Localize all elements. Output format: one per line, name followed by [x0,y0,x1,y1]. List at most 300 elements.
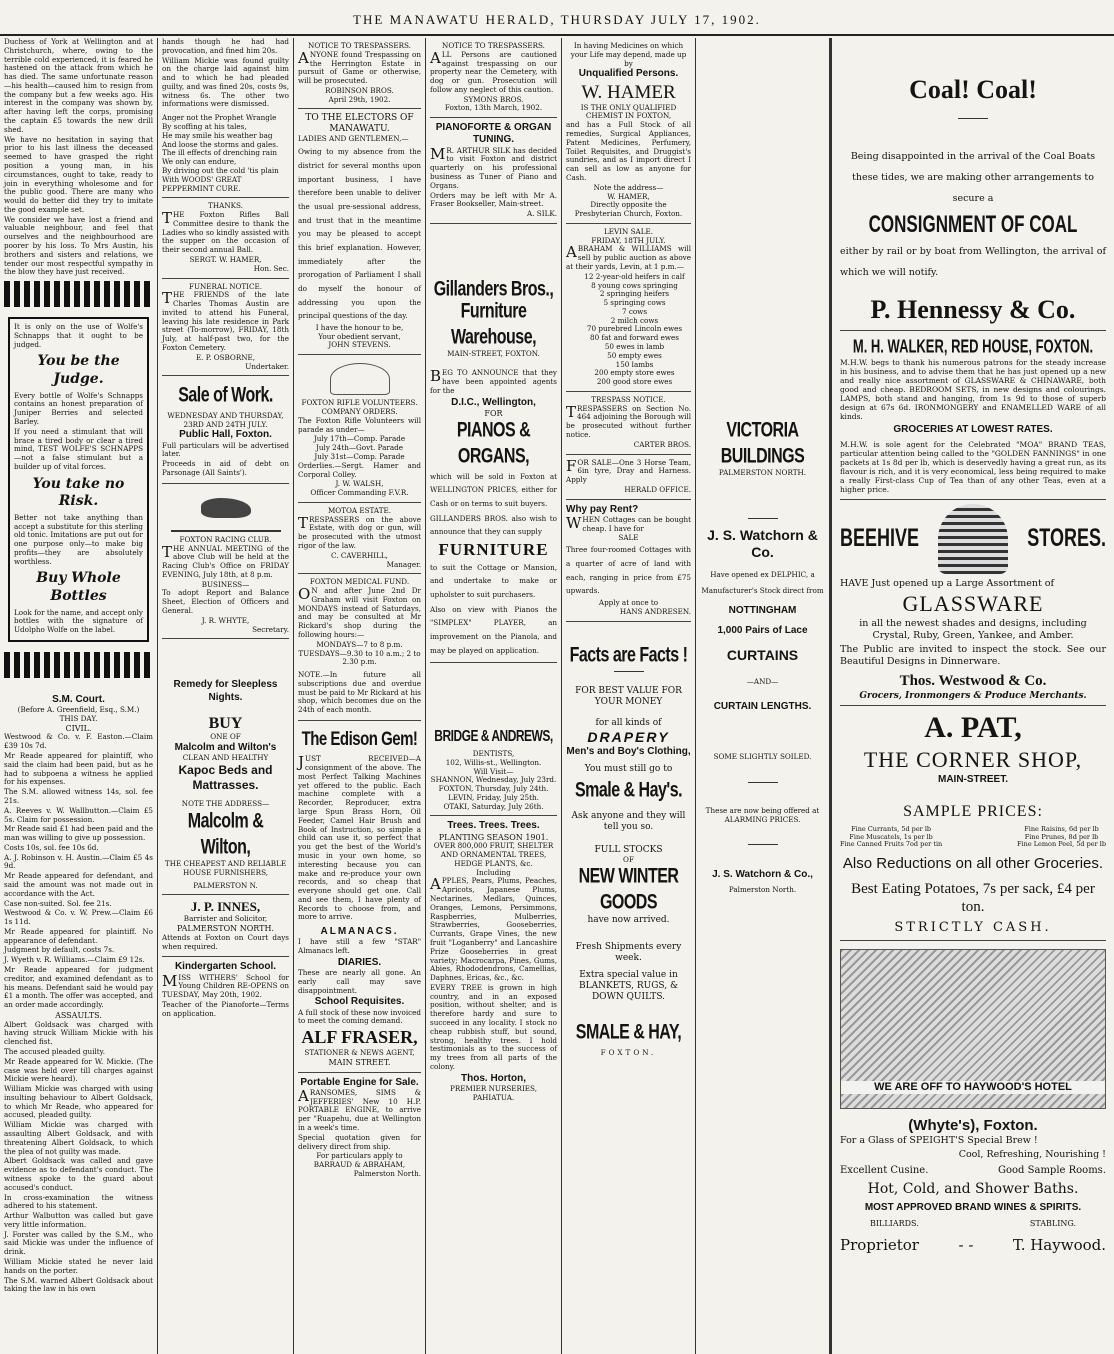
column-7 [830,38,1114,1354]
best-value: FOR BEST VALUE FOR YOUR MONEY [575,686,682,707]
edison-gem-ad [298,721,421,1073]
full-stocks: FULL STOCKS [594,844,663,855]
wolfe-text-2: If you need a stimulant that will brace a tired body or clear a tired mind, TEST WOLFE'S SCHNAPPS—not a false stimulant but a builder up of vital forces. [14,426,143,471]
speight-text: For a Glass of SPEIGHT'S Special Brew ! [840,1135,1038,1147]
for-sale-text: FOR SALE—One 3 Horse Team, 6in tyre, Dray and Harness. Apply [566,456,691,485]
thanks-text: THE Foxton Rifles Ball Committee desire to thank the Ladies who so kindly assisted with the supper on the occasion of their second annual Ball. [162,209,289,255]
walsh-signature: J. W. WALSH, [335,479,384,489]
decorative-border [4,281,153,307]
rent-ad [566,500,691,622]
palmerston: PALMERSTON N. [193,880,258,890]
price-item: Fine Canned Fruits 7od per tin [840,840,943,849]
furniture-text: to suit the Cottage or Mansion, and undertake to make or upholster to suit purchasers. [430,562,557,599]
wolfe-text-4: Look for the name, and accept only bottles with the signature of Udolpho Wolfe on the label. [14,607,143,635]
court-case-line: A. Reeves v. W. Wallbutton.—Claim £5 5s. Claim for possession. [4,805,153,824]
clothing-heading: Men's and Boy's Clothing, [566,746,691,758]
symons-date: Foxton, 13th March, 1902. [444,103,543,113]
consignment-heading: CONSIGNMENT OF COAL [868,211,1078,238]
portable-engine-ad [298,1073,421,1183]
medical-title: FOXTON MEDICAL FUND. [309,577,410,587]
piano-title: PIANOFORTE & ORGAN TUNING. [435,122,552,146]
wolfe-heading-2: You take no Risk. [32,475,125,509]
newest-text: in all the newest shades and designs, including Crystal, Ruby, Green, Yankee, and Amber. [859,617,1087,642]
court-title: S.M. Court. [52,693,105,705]
corner-shop-ad [840,706,1106,941]
motoa-text: TRESPASSERS on the above Estate, with dog or gun, will be prosecuted with the utmost rigor of the law. [298,513,421,550]
medical-text: ON and after June 2nd Dr Graham will visit Foxton on MONDAYS instead of Saturdays, and may be consulted at Mr Rickard's shop during the following hours:— [298,585,421,640]
walker-text: M.H.W. begs to thank his numerous patrons for the steady increase in his business, and to advise them that he has just opened up a new and really nice assortment of GLASSWARE & CHINAWARE, both good and cheap. BEDROOM SETS, in new designs and colourings. LAMPS, both stand and hanging, from 1s 9d to those of superb design at 67s 6d. IRONMONGERY and ENAMELLED WARE of all kinds. [840,358,1106,422]
trees-ad [430,816,557,1106]
court-case-line: A. J. Robinson v. H. Austin.—Claim £5 4s 9d. [4,852,153,871]
cottages-text: Three four-roomed Cottages with a quarter of acre of land with each, ranging in price from £75 upwards. [566,545,691,596]
price-item: Fine Raisins, 6d per lb [1024,824,1099,833]
assault-case-line: William Mickie was charged with using insulting behaviour to Albert Goldsack, to which Mr Reade, who appeared for accused, pleaded guilty. [4,1084,153,1120]
levin-title: LEVIN SALE. [603,226,654,236]
decorative-border [4,652,153,678]
funeral-title: FUNERAL NOTICE. [188,281,263,291]
still-go: You must still go to [584,764,673,775]
divider [748,518,778,519]
watchorn-ad [700,38,825,894]
article-continuation: hands though he had had provocation, and fined him 20s. [162,38,289,55]
prices-right [1017,826,1106,850]
dic-wellington: D.I.C., Wellington, [451,396,536,408]
caverhill-title: Manager. [386,559,421,569]
buy-heading: BUY [208,714,243,732]
wolfe-heading-1: You be the Judge. [37,353,120,387]
whytes-heading: (Whyte's), Foxton. [908,1117,1038,1135]
notice-signature: ROBINSON BROS. [325,85,394,95]
court-day: THIS DAY. [59,713,98,723]
visit-item: SHANNON, Wednesday, July 23rd. [430,775,557,785]
court-case-line: Mr Reade appeared for judgment creditor, and examined defendant as to his means. Defendant said he would pay £1 a month. The offer was accepted, and an order made accordingly. [4,965,153,1010]
kapoc-beds-ad [162,639,289,895]
funeral-signature: E. P. OSBORNE, [195,352,256,362]
divider [748,844,778,845]
silk-signature: A. SILK. [527,209,557,219]
court-cases [4,733,153,1009]
walker-heading: M. H. WALKER, RED HOUSE, FOXTON. [852,335,1094,357]
caverhill-signature: C. CAVERHILL, [331,550,388,560]
nottingham: NOTTINGHAM [728,604,797,616]
price-item: Fine Currants, 5d per lb [851,824,932,833]
trespass-notice-robinson [298,38,421,109]
column-2 [158,38,294,1354]
foxton-footer: FOXTON. [600,1047,657,1057]
rifle-volunteers-notice [298,355,421,503]
hours-monday: MONDAYS—7 to 8 p.m. [316,639,403,649]
stock-item: 200 empty store ewes [594,368,675,378]
assault-case-line: Albert Goldsack was called and gave evidence as to defendant's conduct. The witness spoke to the guard about accused's conduct. [4,1156,153,1192]
motoa-notice [298,503,421,574]
kapoc-heading: Kapoc Beds and Mattrasses. [178,762,273,792]
court-subtitle: (Before A. Greenfield, Esq., S.M.) [17,705,140,715]
poem-line: Anger not the Prophet Wrangle [162,113,277,123]
court-case-line: J. Wyeth v. R. Williams.—Claim £9 12s. [4,955,145,965]
reductions-text: Also Reductions on all other Groceries. [842,855,1104,873]
thanks-signature-title: Hon. Sec. [253,263,289,273]
stock-item: 80 fat and forward ewes [590,333,679,343]
haywood-hotel-ad [840,949,1106,1254]
note-address: NOTE THE ADDRESS— [181,799,270,809]
price-item: Fine Muscatels, 1s per lb [849,832,933,841]
corner-shop: THE CORNER SHOP, [863,747,1083,773]
trespass-notice-carter [566,392,691,455]
ask-anyone: Ask anyone and they will tell you so. [571,810,686,832]
unqualified-heading: Unqualified Persons. [578,68,679,80]
bridge-andrews: BRIDGE & ANDREWS, [434,727,553,746]
haywood-name: T. Haywood. [1012,1236,1106,1255]
beehive-ad [840,500,1106,707]
woods-peppermint-ad [162,110,289,198]
wolfe-text-3: Better not take anything than accept a substitute for this sterling old tonic. Imitations are put out for one purpose only—to make big profits—they are absolutely worthless. [14,512,143,566]
stock-item: 200 good store ewes [596,377,673,387]
orderlies: Orderlies.—Sergt. Hamer and Corporal Colley. [298,460,421,479]
dentists-ad [430,663,557,816]
assault-case-line: William Mickie was charged with assaulting Albert Goldsack, and with threatening Albert Goldsack, to which the plea of not guilty was made. [4,1120,153,1156]
opened-text: Have opened ex DELPHIC, a Manufacturer's Stock direct from [701,569,824,595]
offered-text: These are now being offered at ALARMING PRICES. [705,805,820,824]
newspaper-masthead: THE MANAWATU HERALD, THURSDAY JULY 17, 1902. [0,0,1114,36]
price-item: Fine Prunes, 8d per lb [1024,832,1099,841]
arrived-text: have now arrived. [587,915,670,926]
herald-office: HERALD OFFICE. [624,484,691,494]
particulars: For particulars apply to [316,1151,403,1161]
facts-heading: Facts are Facts ! [569,643,688,666]
clean-healthy: CLEAN AND HEALTHY [182,753,269,763]
levin-sale-ad [566,224,691,392]
stock-item: 7 cows [621,306,648,316]
visit-item: LEVIN, Friday, July 25th. [448,792,539,802]
thanks-notice [162,198,289,278]
dentists-label: DENTISTS, [472,748,515,758]
glassware-heading: GLASSWARE [902,591,1044,617]
piano-tuning-ad [430,118,557,224]
lace-pairs: 1,000 Pairs of Lace [717,624,808,636]
cool-text: Cool, Refreshing, Nourishing ! [958,1148,1106,1160]
rifle-text: The Foxton Rifle Volunteers will parade as under— [298,415,421,434]
trespass-notice-symons [430,38,557,118]
piano-text: MR. ARTHUR SILK has decided to visit Foxton and district quarterly on his professional business as Tuner of Piano and Organs. [430,144,557,190]
parade-item: July 17th—Comp. Parade [313,434,406,444]
alf-fraser-name: ALF FRASER, [301,1027,418,1048]
pahiatua: PAHIATUA. [472,1092,515,1102]
will-visit: Will Visit— [473,766,514,776]
notice-text: ALL Persons are cautioned against trespassing on our property near the Cemetery, with dog or gun. Prosecution will follow any neglect of this caution. [430,48,557,94]
notice-date: April 29th, 1902. [328,94,391,104]
motoa-title: MOTOA ESTATE. [327,505,392,515]
watchorn-name: J. S. Watchorn & Co. [707,526,818,560]
court-case-line: Costs 10s, sol. fee 10s 6d. [4,842,99,852]
sale-label: SALE [618,533,639,543]
apply-text: Apply at once to [598,597,659,607]
rooms-text: Good Sample Rooms. [998,1165,1106,1177]
barraud-location: Palmerston North. [353,1168,421,1178]
sale-of-work-ad [162,376,289,483]
drapery-heading: DRAPERY [587,728,670,745]
wolfe-schnapps-ad [8,317,149,642]
pianos-text: which will be sold in Foxton at WELLINGTON PRICES, either for Cash or on terms to suit buyers. [430,471,557,508]
coach-caption: WE ARE OFF TO HAYWOOD'S HOTEL [841,1081,1105,1094]
electors-text: Owing to my absence from the district for several months upon important business, I have therefore been unable to deliver the usual pre-sessional address, and trust that in the meantime you may be pleased to accept this brief explanation. However, immediately after the prorogation of Parliament I shall do myself the honour of addressing you upon the principal questions of the day. [298,147,421,321]
school-text: A full stock of these now invoiced to meet the coming demand. [298,1007,421,1026]
newspaper-page [0,38,1114,1354]
pianos-organs: PIANOS & ORGANS, [456,419,531,468]
smale-hay-heading: Smale & Hay's. [574,779,683,802]
billiards-text: BILLIARDS. [870,1218,919,1228]
stock-item: 150 lambs [615,359,654,369]
diaries-heading: DIARIES. [337,956,382,968]
prices-left [840,826,942,850]
moa-text: M.H.W. is sole agent for the Celebrated "MOA" BRAND TEAS, particular attention being called to the "GOLDEN FANNINGS" in one packets at 1s 8d per lb, which is deservedly having a great run, as its flavour is rich, and it is very economical, less being required to make a really First-class Cup of Tea than of any other Teas, even at a higher price. [840,439,1106,494]
malcolm-wilton-name: Malcolm and Wilton's [174,742,277,753]
wolfe-text-1: Every bottle of Wolfe's Schnapps contains an honest preparation of Juniper Berries and selected Barley. [14,390,143,426]
business-label: BUSINESS— [201,579,250,589]
court-civil: CIVIL. [65,723,92,733]
stock-item: 12 2-year-old heifers in calf [584,271,685,281]
walker-ad [840,331,1106,500]
wolfe-intro: It is only on the use of Wolfe's Schnapps that it ought to be judged. [14,322,143,349]
fruit-trees: OVER 800,000 FRUIT, SHELTER AND ORNAMENTAL TREES, HEDGE PLANTS, &c. [433,841,554,868]
sale-place: Public Hall, Foxton. [179,429,272,441]
divider [614,671,644,672]
sale-title: Sale of Work. [178,384,273,407]
malcolm-wilton-heading: Malcolm & Wilton, [187,810,264,858]
medicines-text: In having Medicines on which your Life may depend, made up by [570,41,687,68]
extra-value: Extra special value in BLANKETS, RUGS, & DOWN QUILTS. [579,970,678,1003]
poem-line: With WOODS' GREAT PEPPERMINT CURE. [162,174,242,193]
notice-title: NOTICE TO TRESPASSERS. [308,41,411,50]
beehive-heading: BEEHIVE [840,523,920,552]
andresen-signature: HANS ANDRESEN. [619,606,691,616]
assault-case-line: Arthur Walbutton was called but gave very little information. [4,1211,153,1229]
trespass-text: TRESPASSERS on Section No. 464 adjoining the Borough will be prosecuted without further notice. [566,402,691,440]
divider [958,118,988,119]
stock-item: 2 springing heifers [599,289,670,299]
assault-case-line: J. Forster was called by the S.M., who said Mickie was under the influence of drink. [4,1229,153,1257]
watchorn-palmerston: Palmerston North. [728,884,797,894]
attends-text: Attends at Foxton on Court days when required. [162,932,289,951]
of-label: OF [623,854,634,864]
rifle-title: FOXTON RIFLE VOLUNTEERS. [301,398,418,408]
fresh-shipments: Fresh Shipments every week. [575,942,682,964]
barrister: Barrister and Solicitor, [183,914,268,924]
court-case-line: Mr Reade appeared for plaintiff. No appearance of defendant. [4,926,153,945]
assault-cases [4,1021,153,1294]
assault-case-line: The accused pleaded guilty. [4,1047,106,1056]
note-address: Note the address— [593,182,664,192]
visit-item: FOXTON, Thursday, July 24th. [438,784,549,794]
main-street: MAIN-STREET. [938,773,1008,785]
stock-item: 70 purebred Lincoln ewes [586,324,683,334]
column-5 [562,38,696,1354]
almanacs-text: I have still a few "STAR" Almanacs left. [298,937,421,956]
electors-notice [298,109,421,355]
electors-title: TO THE ELECTORS OF MANAWATU. [305,113,414,135]
column-3 [294,38,426,1354]
parade-list [298,435,421,461]
proprietor-label: Proprietor [840,1236,919,1255]
notice-title: NOTICE TO TRESPASSERS. [442,41,545,50]
groceries-heading: GROCERIES AT LOWEST RATES. [893,424,1053,436]
honour-line: I have the honour to be, [315,322,404,332]
price-item: Fine Lemon Peel, 5d per lb [1017,840,1106,849]
edison-title: The Edison Gem! [301,728,418,751]
stationer-text: STATIONER & NEWS AGENT, [304,1048,415,1058]
gillanders-name: Gillanders Bros., [433,278,554,301]
rent-heading: Why pay Rent? [566,503,639,515]
furniture-heading: FURNITURE [438,539,549,559]
assault-case-line: In cross-examination the witness adhered to his statement. [4,1192,153,1211]
for-sale-ad [566,455,691,500]
parade-item: July 31st—Comp. Parade [314,451,405,461]
kindergarten-text: MISS WITHERS' School for Young Children RE-OPENS on TUESDAY, May 20th, 1902. [162,971,289,1000]
hours-tuesday: TUESDAYS—9.30 to 10 a.m.; 2 to 2.30 p.m. [298,648,421,667]
thanks-title: THANKS. [208,201,243,211]
poem-line: We only can endure, [162,157,237,167]
baths-text: Hot, Cold, and Shower Baths. [867,1181,1079,1198]
coal-text-2: either by rail or by boat from Wellington, the arrival of which we will notify. [840,246,1106,279]
westwood-name: Thos. Westwood & Co. [899,673,1047,690]
servant-line: Your obedient servant, [318,331,401,341]
court-case-line: Judgment by default, costs 7s. [4,945,115,955]
carter-signature: CARTER BROS. [633,439,691,449]
poem [162,114,289,193]
coat-of-arms-icon [330,363,390,395]
racing-signature: J. R. WHYTE, [201,615,250,625]
slightly-soiled: SOME SLIGHTLY SOILED. [713,752,812,762]
hamer-name: W. HAMER [581,81,676,103]
school-heading: School Requisites. [314,996,405,1008]
engine-text-2: Special quotation given for delivery direct from ship. [298,1132,421,1151]
furniture-warehouse: Furniture Warehouse, [450,300,537,349]
cuisine-text: Excellent Cusine. [840,1165,929,1177]
divider [748,782,778,783]
trespass-title: TRESPASS NOTICE. [591,394,666,404]
coach-illustration [840,949,1106,1109]
smale-hay-footer: SMALE & HAY, [575,1021,682,1044]
poem-line: By driving out the cold 'tis plain [162,165,279,175]
article-paragraph: We consider we have lost a friend and valuable neighbour, and feel that ourselves and the neighbourhood are poorer by his loss. To Mrs Austin, his brothers and sisters and relations, we tender our most respectful sympathy in the blow they have just received. [4,214,153,277]
assault-case-line: Albert Goldsack was charged with having struck William Mickie with his clenched fist. [4,1019,153,1047]
visit-list [430,776,557,811]
gillanders-ad [430,224,557,663]
company-orders: COMPANY ORDERS. [321,407,398,417]
engine-title: Portable Engine for Sale. [300,1076,419,1088]
potatoes-text: Best Eating Potatoes, 7s per sack, £4 per ton. [851,880,1095,915]
watchorn-footer: J. S. Watchorn & Co., [712,869,813,881]
poem-line: By scoffing at his tales, [162,122,247,132]
brands-text: MOST APPROVED BRAND WINES & SPIRITS. [864,1202,1082,1214]
sale-text-2: Proceeds in aid of debt on Parsonage (All Saints'). [162,459,289,477]
smale-hay-ad [566,622,691,1062]
one-of: ONE OF [210,732,241,742]
sample-prices: SAMPLE PRICES: [903,803,1043,821]
victoria-palmerston: PALMERSTON NORTH. [718,468,807,478]
winter-goods: NEW WINTER GOODS [578,865,679,914]
thanks-signature: SERGT. W. HAMER, [189,254,262,264]
innes-name: J. P. INNES, [190,899,261,915]
horse-racing-illustration [171,492,281,532]
diaries-text: These are nearly all gone. An early call may save disappointment. [298,968,421,995]
column-6 [696,38,830,1354]
curtain-lengths: CURTAIN LENGTHS. [713,700,812,712]
court-assaults: ASSAULTS. [55,1010,102,1020]
strictly-cash: STRICTLY CASH. [894,920,1052,936]
court-case-line: Mr Reade appeared for plaintiff, who said the claim had been paid, but as he had to subpoena a witness he applied for his expenses. [4,751,153,787]
innes-palmerston: PALMERSTON NORTH. [176,924,274,934]
walsh-title: Officer Commanding F.V.R. [310,488,409,498]
ladies-gentlemen: LADIES AND GENTLEMEN,— [298,134,409,144]
column-4 [426,38,562,1354]
gillanders-street: MAIN-STREET, FOXTON. [447,349,540,359]
stock-item: 5 springing cows [603,298,666,308]
kindergarten-text-2: Teacher of the Pianoforte—Terms on application. [162,999,289,1018]
stores-heading: STORES. [1027,523,1106,552]
stock-item: 8 young cows springing [591,280,678,290]
assault-case-line: William Mickie stated he never laid hands on the porter. [4,1256,153,1275]
coal-text: Being disappointed in the arrival of the Coal Boats these tides, we are making other arrangements to secure a [850,150,1096,204]
curtains-heading: CURTAINS [726,647,799,664]
stock-item: 2 milch cows [610,315,659,325]
wolfe-heading-3: Buy Whole Bottles [36,570,121,604]
trees-text: APPLES, Pears, Plums, Peaches, Apricots, Japanese Plums, Nectarines, Medlars, Quinces, Oranges, Lemons, Persimmons, Raspberries, Mulberries, Strawberries, Gooseberries, Currants, Grape Vines, the new fruit "Loganberry" and Lancashire Prize Gooseberries in great variety; Macrocarpa, Pines, Gums, Abies, Rhododendrons, Camellias, Daphnes, Ericas, &c., &c. [430,875,557,983]
abraham-text: ABRAHAM & WILLIAMS will sell by public auction as above at their yards, Levin, at 1 p.m.— [566,243,691,271]
grocers-text: Grocers, Ironmongers & Produce Merchants. [859,690,1087,701]
funeral-text: THE FRIENDS of the late Charles Thomas Austin are invited to attend his Funeral, leaving his late residence in Park street (To-morrow), FRIDAY, 18th July, at half-past two, for the Foxton Cemetery. [162,289,289,352]
racing-club-ad [162,484,289,640]
trees-text-2: EVERY TREE is grown in high country, and in an exposed position, without shelter, and is therefore hardy and sure to succeed in any locality. I stock no cheap rubbish stuff, but sound, strong, healthy trees. I hold testimonials as to the success of my trees from all parts of the colony. [430,982,557,1071]
remedy-heading: Remedy for Sleepless Nights. [173,679,278,703]
coal-heading: Coal! Coal! [909,75,1037,104]
all-kinds: for all kinds of [595,717,662,728]
court-case-line: Mr Reade said £1 had been paid and the man was willing to give up possession. [4,824,153,843]
stabling-text: STABLING. [1029,1218,1076,1228]
medical-note: NOTE.—In future all subscriptions due and overdue must be paid to Mr Rickard at his shop, which becomes due on the 24th of each month. [298,670,421,715]
court-case-line: The S.M. allowed witness 14s, sol. fee 21s. [4,787,153,805]
engine-text: ARANSOMES, SIMS & JEFFERIES' New 10 H.P. PORTABLE ENGINE, to arrive per "Ruapehu, due at Wellington in a week's time. [298,1086,421,1133]
rent-text: WHEN Cottages can be bought cheap. I have for [566,513,691,533]
court-case-line: Westwood & Co. v. W. Prew.—Claim £6 1s 11d. [4,908,153,927]
medical-fund-notice [298,574,421,721]
stock-item: 50 ewes in lamb [604,342,665,352]
symons-signature: SYMONS BROS. [463,94,524,104]
dashes: - - [958,1236,974,1255]
assault-case-line: The S.M. warned Albert Goldsack about taking the law in his own [4,1275,153,1294]
stock-item: 50 empty ewes [607,350,662,360]
only-chemist: IS THE ONLY QUALIFIED CHEMIST IN FOXTON, [580,102,677,121]
racing-text: THE ANNUAL MEETING of the above Club will be held at the Racing Club's Office on FRIDAY EVENING, July 18th, at 8 p.m. [162,542,289,579]
planting-season: PLANTING SEASON 1901. [438,832,549,842]
funeral-signature-title: Undertaker. [245,361,289,371]
stock-list [566,273,691,387]
funeral-notice [162,279,289,377]
almanacs-heading: ALMANACS. [320,926,399,938]
sale-date: WEDNESDAY AND THURSDAY, 23RD AND 24TH JULY. [167,410,284,429]
poem-line: The ill effects of drenching rain [162,148,277,158]
kindergarten-title: Kindergarten School. [174,961,277,973]
trees-heading: Trees. Trees. Trees. [447,820,540,832]
column-1 [0,38,158,1354]
cheapest-text: THE CHEAPEST AND RELIABLE HOUSE FURNISHERS, [164,859,287,877]
hamer-chemist-ad [566,38,691,224]
article-paragraph: We have no hesitation in saying that prior to his last illness the deceased seemed to have grasped the right position a young man, in his circumstances, ought to take, ready to join in everything wholesome and for the public good. There are many who would do better did they try to imitate the good example set. [4,134,153,214]
and-label: —AND— [746,677,779,687]
article-continuation: William Mickie was found guilty on the charge laid against him and to which he had pleaded guilty, and was fined 20s, costs 9s, witness 6s. The other two informations were dismissed. [162,55,289,109]
gillanders-text: GILLANDERS BROS. also wish to announce that they can supply [430,513,557,537]
visit-item: OTAKI, Saturday, July 26th. [443,801,544,811]
apat-name: A. PAT, [924,711,1022,745]
